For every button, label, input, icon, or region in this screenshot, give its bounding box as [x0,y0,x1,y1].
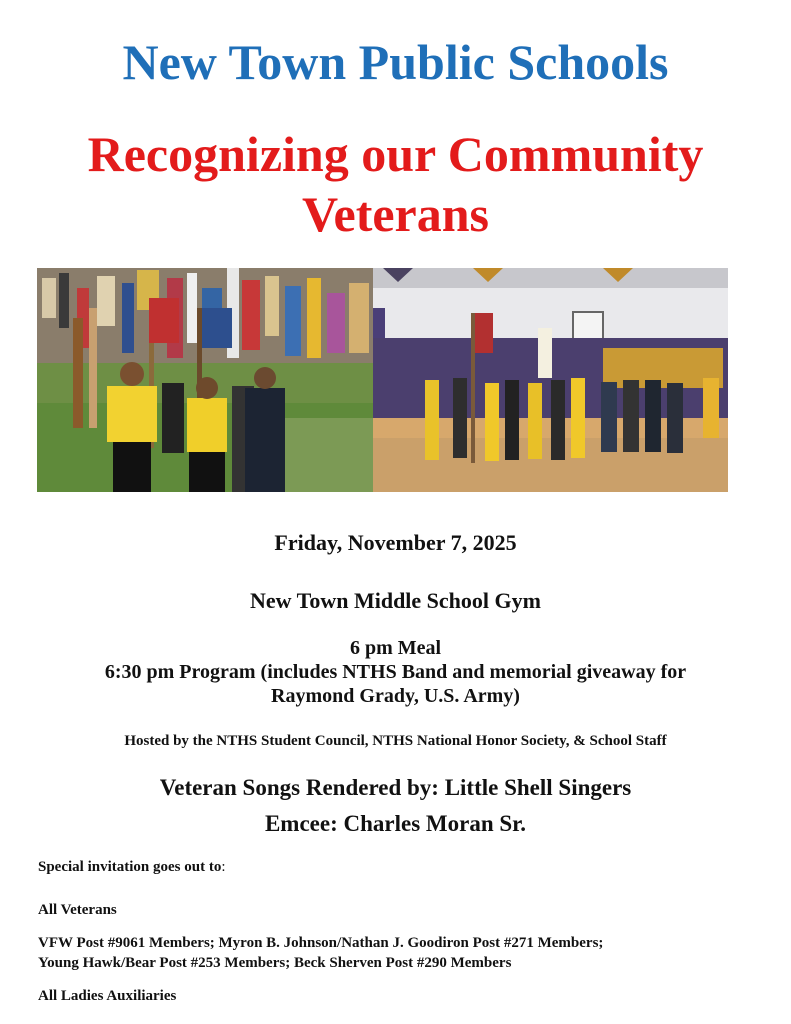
event-headline [0,124,791,244]
event-emcee: Emcee: Charles Moran Sr. [264,811,527,836]
event-date: Friday, November 7, 2025 [274,530,517,555]
invitation-posts-line-2: Young Hawk/Bear Post #253 Members; Beck Sherven Post #290 Members [38,955,512,971]
gym-color-guard-photo [373,268,728,492]
headline-line-2: Veterans [301,186,489,242]
event-meal: 6 pm Meal [349,637,442,659]
event-program-line-2: Raymond Grady, U.S. Army) [271,685,520,707]
invitation-intro [38,857,226,877]
school-title: New Town Public Schools [122,34,669,90]
invitation-intro-colon: : [221,859,226,875]
powwow-color-guard-photo [37,268,373,492]
invitation-auxiliaries: All Ladies Auxiliaries [38,988,177,1004]
invitation-intro-text: Special invitation goes out to [38,859,222,875]
event-songs: Veteran Songs Rendered by: Little Shell Singers [159,775,632,800]
event-venue: New Town Middle School Gym [250,588,541,613]
invitation-all-veterans: All Veterans [38,902,117,918]
headline-line-1: Recognizing our Community [87,126,704,182]
event-program-line-1: 6:30 pm Program (includes NTHS Band and memorial giveaway for [104,661,687,683]
event-hosts: Hosted by the NTHS Student Council, NTHS National Honor Society, & School Staff [124,733,667,749]
invitation-posts-line-1: VFW Post #9061 Members; Myron B. Johnson/Nathan J. Goodiron Post #271 Members; [38,935,604,951]
